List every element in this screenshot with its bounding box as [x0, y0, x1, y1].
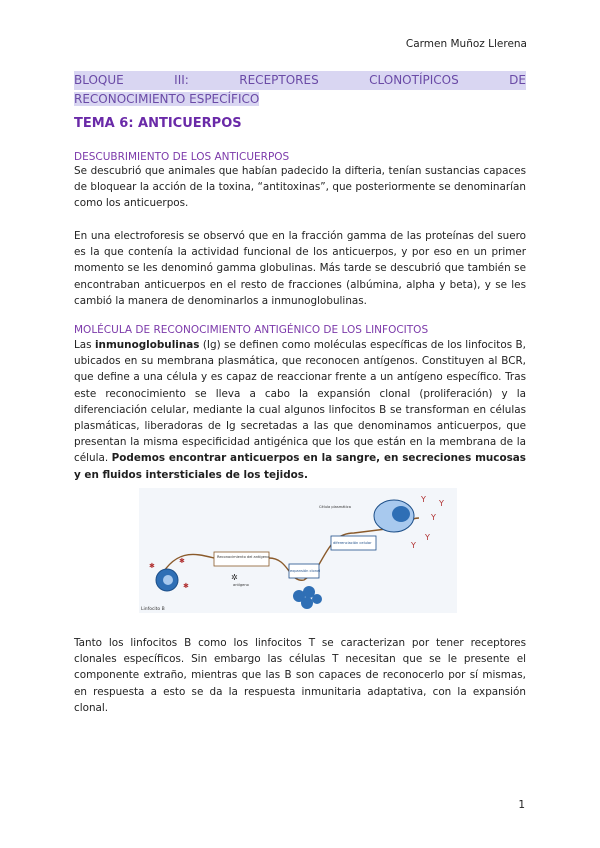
block-title-line-1: [74, 71, 526, 90]
lymphocyte-nucleus: [163, 575, 173, 585]
antigen-icon: ✱: [149, 562, 155, 570]
block-word: BLOQUE: [74, 73, 124, 87]
antibody-icon: Y: [411, 541, 416, 550]
block-title: [74, 71, 526, 109]
label-antigeno: antígeno: [233, 583, 249, 587]
antigen-icon: ✱: [183, 582, 189, 590]
label-plasmatica: Célula plasmática: [319, 505, 351, 509]
label-reconocimiento: Reconocimiento del antígeno: [217, 555, 270, 559]
block-word: CLONOTÍPICOS: [369, 73, 459, 87]
page-number: 1: [518, 799, 525, 811]
term-inmunoglobulinas: inmunoglobulinas: [95, 339, 200, 351]
clone-cell: [312, 594, 322, 604]
block-word: RECEPTORES: [239, 73, 319, 87]
paragraph-discovery-2: En una electroforesis se observó que en la fracción gamma de las proteínas del suero es la que contenía la actividad funcional de los anticuerpos, y por eso en un primer momento se les denominó gamma globulinas. Más tarde se descubrió que también se encontraban anticuerpos en el resto de fracciones (albúmina, alpha y beta), y se les cambió la manera de denominarlos a inmunoglobulinas.: [74, 230, 526, 307]
section-heading-discovery: DESCUBRIMIENTO DE LOS ANTICUERPOS: [74, 151, 290, 163]
immune-response-figure: [139, 488, 457, 613]
topic-title: TEMA 6: ANTICUERPOS: [74, 116, 242, 131]
author-name: Carmen Muñoz Llerena: [405, 38, 527, 50]
clone-cell: [301, 597, 313, 609]
block-word: DE: [509, 73, 526, 87]
para-text: (Ig) se definen como moléculas específicas de los linfocitos B, ubicados en su membrana plasmática, que reconocen antígenos. Constituyen al BCR, que define a una célula y es capaz de reaccionar frente a un antígeno específico. Tras este reconocimiento se lleva a cabo la expansión clonal (proliferación) y la diferenciación celular, mediante la cual algunos linfocitos B se transforman en células plasmáticas, liberadoras de Ig secretadas a las que denominamos anticuerpos, que presentan la misma especificidad antigénica que los que están en la membrana de la célula.: [74, 339, 526, 465]
plasma-nucleus: [392, 506, 410, 522]
paragraph-discovery-1: Se descubrió que animales que habían padecido la difteria, tenían sustancias capaces de bloquear la acción de la toxina, “antitoxinas”, que posteriormente se denominarían como los anticuerpos.: [74, 165, 526, 210]
block-title-line-2: [74, 90, 526, 109]
antibody-icon: Y: [439, 499, 444, 508]
paragraph-immunoglobulins: [74, 337, 526, 483]
paragraph-bt-cells: Tanto los linfocitos B como los linfocitos T se caracterizan por tener receptores clonales específicos. Sin embargo las células T necesitan que se le presente el componente extraño, mientras que las B son capaces de reconocerlo por sí mismas, en respuesta a esto se da la respuesta inmunitaria adaptativa, con la expansión clonal.: [74, 637, 526, 714]
para-text: Las: [74, 339, 95, 351]
bold-sentence: Podemos encontrar anticuerpos en la sangre, en secreciones mucosas y en fluidos intersticiales de los tejidos.: [74, 452, 526, 481]
antibody-icon: Y: [425, 533, 430, 542]
antigen-icon: ✲: [231, 573, 238, 582]
antigen-icon: ✱: [179, 557, 185, 565]
antibody-icon: Y: [431, 513, 436, 522]
figure-drawing: [139, 488, 457, 613]
section-heading-molecule: MOLÉCULA DE RECONOCIMIENTO ANTIGÉNICO DE LOS LINFOCITOS: [74, 324, 429, 336]
label-linfocito: Linfocito B: [141, 607, 165, 612]
label-diferenciacion: diferenciación celular: [333, 541, 372, 545]
antibody-icon: Y: [421, 495, 426, 504]
label-expansion: expansión clonal: [290, 569, 321, 573]
block-title-line-2-text: RECONOCIMIENTO ESPECÍFICO: [74, 92, 260, 106]
block-word: III:: [174, 73, 189, 87]
